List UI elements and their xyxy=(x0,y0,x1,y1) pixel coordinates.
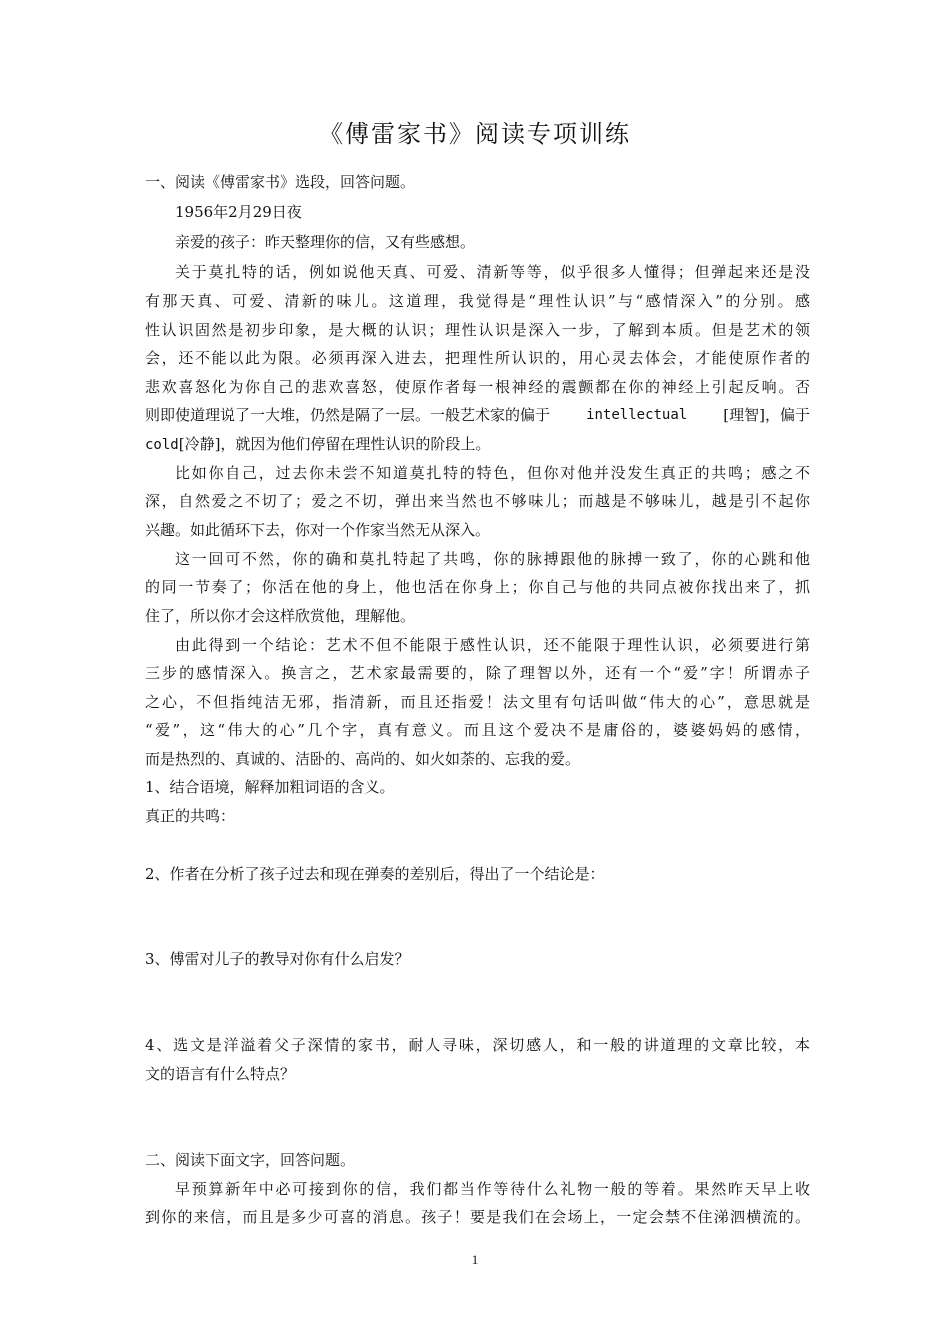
paragraph-line xyxy=(145,404,810,426)
paragraph-line: 有那天真、可爱、清新的味儿。这道理，我觉得是“理性认识”与“感情深入”的分别。感 xyxy=(145,292,810,310)
paragraph-line: 比如你自己，过去你未尝不知道莫扎特的特色，但你对他并没发生真正的共鸣；感之不 xyxy=(175,464,810,482)
paragraph-line: 这一回可不然，你的确和莫扎特起了共鸣，你的脉搏跟他的脉搏一致了，你的心跳和他 xyxy=(175,550,810,568)
paragraph-line: 悲欢喜怒化为你自己的悲欢喜怒，使原作者每一根神经的震颤都在你的神经上引起反响。否 xyxy=(145,378,810,396)
section-one-heading: 一、阅读《傅雷家书》选段，回答问题。 xyxy=(145,173,416,191)
document-title: 《傅雷家书》阅读专项训练 xyxy=(319,120,631,148)
page-number: 1 xyxy=(471,1252,479,1267)
paragraph-line: 的同一节奏了；你活在他的身上，他也活在你身上；你自己与他的共同点被你找出来了，抓 xyxy=(145,578,810,596)
paragraph-line: 早预算新年中必可接到你的信，我们都当作等待什么礼物一般的等着。果然昨天早上收 xyxy=(175,1180,810,1198)
english-term: intellectual xyxy=(586,407,688,423)
letter-greeting: 亲爱的孩子：昨天整理你的信，又有些感想。 xyxy=(175,233,476,251)
paragraph-line: 之心，不但指纯洁无邪，指清新，而且还指爱！法文里有句话叫做“伟大的心”，意思就是 xyxy=(145,693,810,711)
paragraph-line: 关于莫扎特的话，例如说他天真、可爱、清新等等，似乎很多人懂得；但弹起来还是没 xyxy=(175,263,810,281)
english-term: cold xyxy=(145,437,179,453)
text-span: [冷静]，就因为他们停留在理性认识的阶段上。 xyxy=(178,435,491,453)
question-4: 4、选文是洋溢着父子深情的家书，耐人寻味，深切感人，和一般的讲道理的文章比较，本 xyxy=(145,1036,810,1054)
question-1-item: 真正的共鸣： xyxy=(145,807,236,825)
section-two-heading: 二、阅读下面文字，回答问题。 xyxy=(145,1151,356,1169)
paragraph-line xyxy=(145,433,810,456)
paragraph-line: 深，自然爱之不切了；爱之不切，弹出来当然也不够味儿；而越是不够味儿，越是引不起你 xyxy=(145,492,810,510)
paragraph-line: 而是热烈的、真诚的、洁卧的、高尚的、如火如荼的、忘我的爱。 xyxy=(145,750,581,768)
paragraph-line: 由此得到一个结论：艺术不但不能限于感性认识，还不能限于理性认识，必须要进行第 xyxy=(175,636,810,654)
question-4-continued: 文的语言有什么特点？ xyxy=(145,1065,296,1083)
paragraph-line: 会，还不能以此为限。必须再深入进去，把理性所认识的，用心灵去体会，才能使原作者的 xyxy=(145,349,810,367)
paragraph-line: 三步的感情深入。换言之，艺术家最需要的，除了理智以外，还有一个“爱”字！所谓赤子 xyxy=(145,664,810,682)
paragraph-line: 到你的来信，而且是多少可喜的消息。孩子！要是我们在会场上，一定会禁不住涕泗横流的。 xyxy=(145,1208,810,1226)
question-3: 3、傅雷对儿子的教导对你有什么启发？ xyxy=(145,950,410,968)
question-1: 1、结合语境，解释加粗词语的含义。 xyxy=(145,778,395,796)
paragraph-line: 兴趣。如此循环下去，你对一个作家当然无从深入。 xyxy=(145,521,491,539)
paragraph-line: 住了，所以你才会这样欣赏他，理解他。 xyxy=(145,607,416,625)
text-span: 则即使道理说了一大堆，仍然是隔了一层。一般艺术家的偏于 xyxy=(145,406,551,424)
paragraph-line: “爱”，这“伟大的心”几个字，真有意义。而且这个爱决不是庸俗的，婆婆妈妈的感情， xyxy=(145,721,810,739)
question-2: 2、作者在分析了孩子过去和现在弹奏的差别后，得出了一个结论是： xyxy=(145,865,605,883)
paragraph-line: 性认识固然是初步印象，是大概的认识；理性认识是深入一步，了解到本质。但是艺术的领 xyxy=(145,321,810,339)
text-span: [理智]，偏于 xyxy=(723,406,810,424)
letter-date: 1956年2月29日夜 xyxy=(175,203,302,221)
